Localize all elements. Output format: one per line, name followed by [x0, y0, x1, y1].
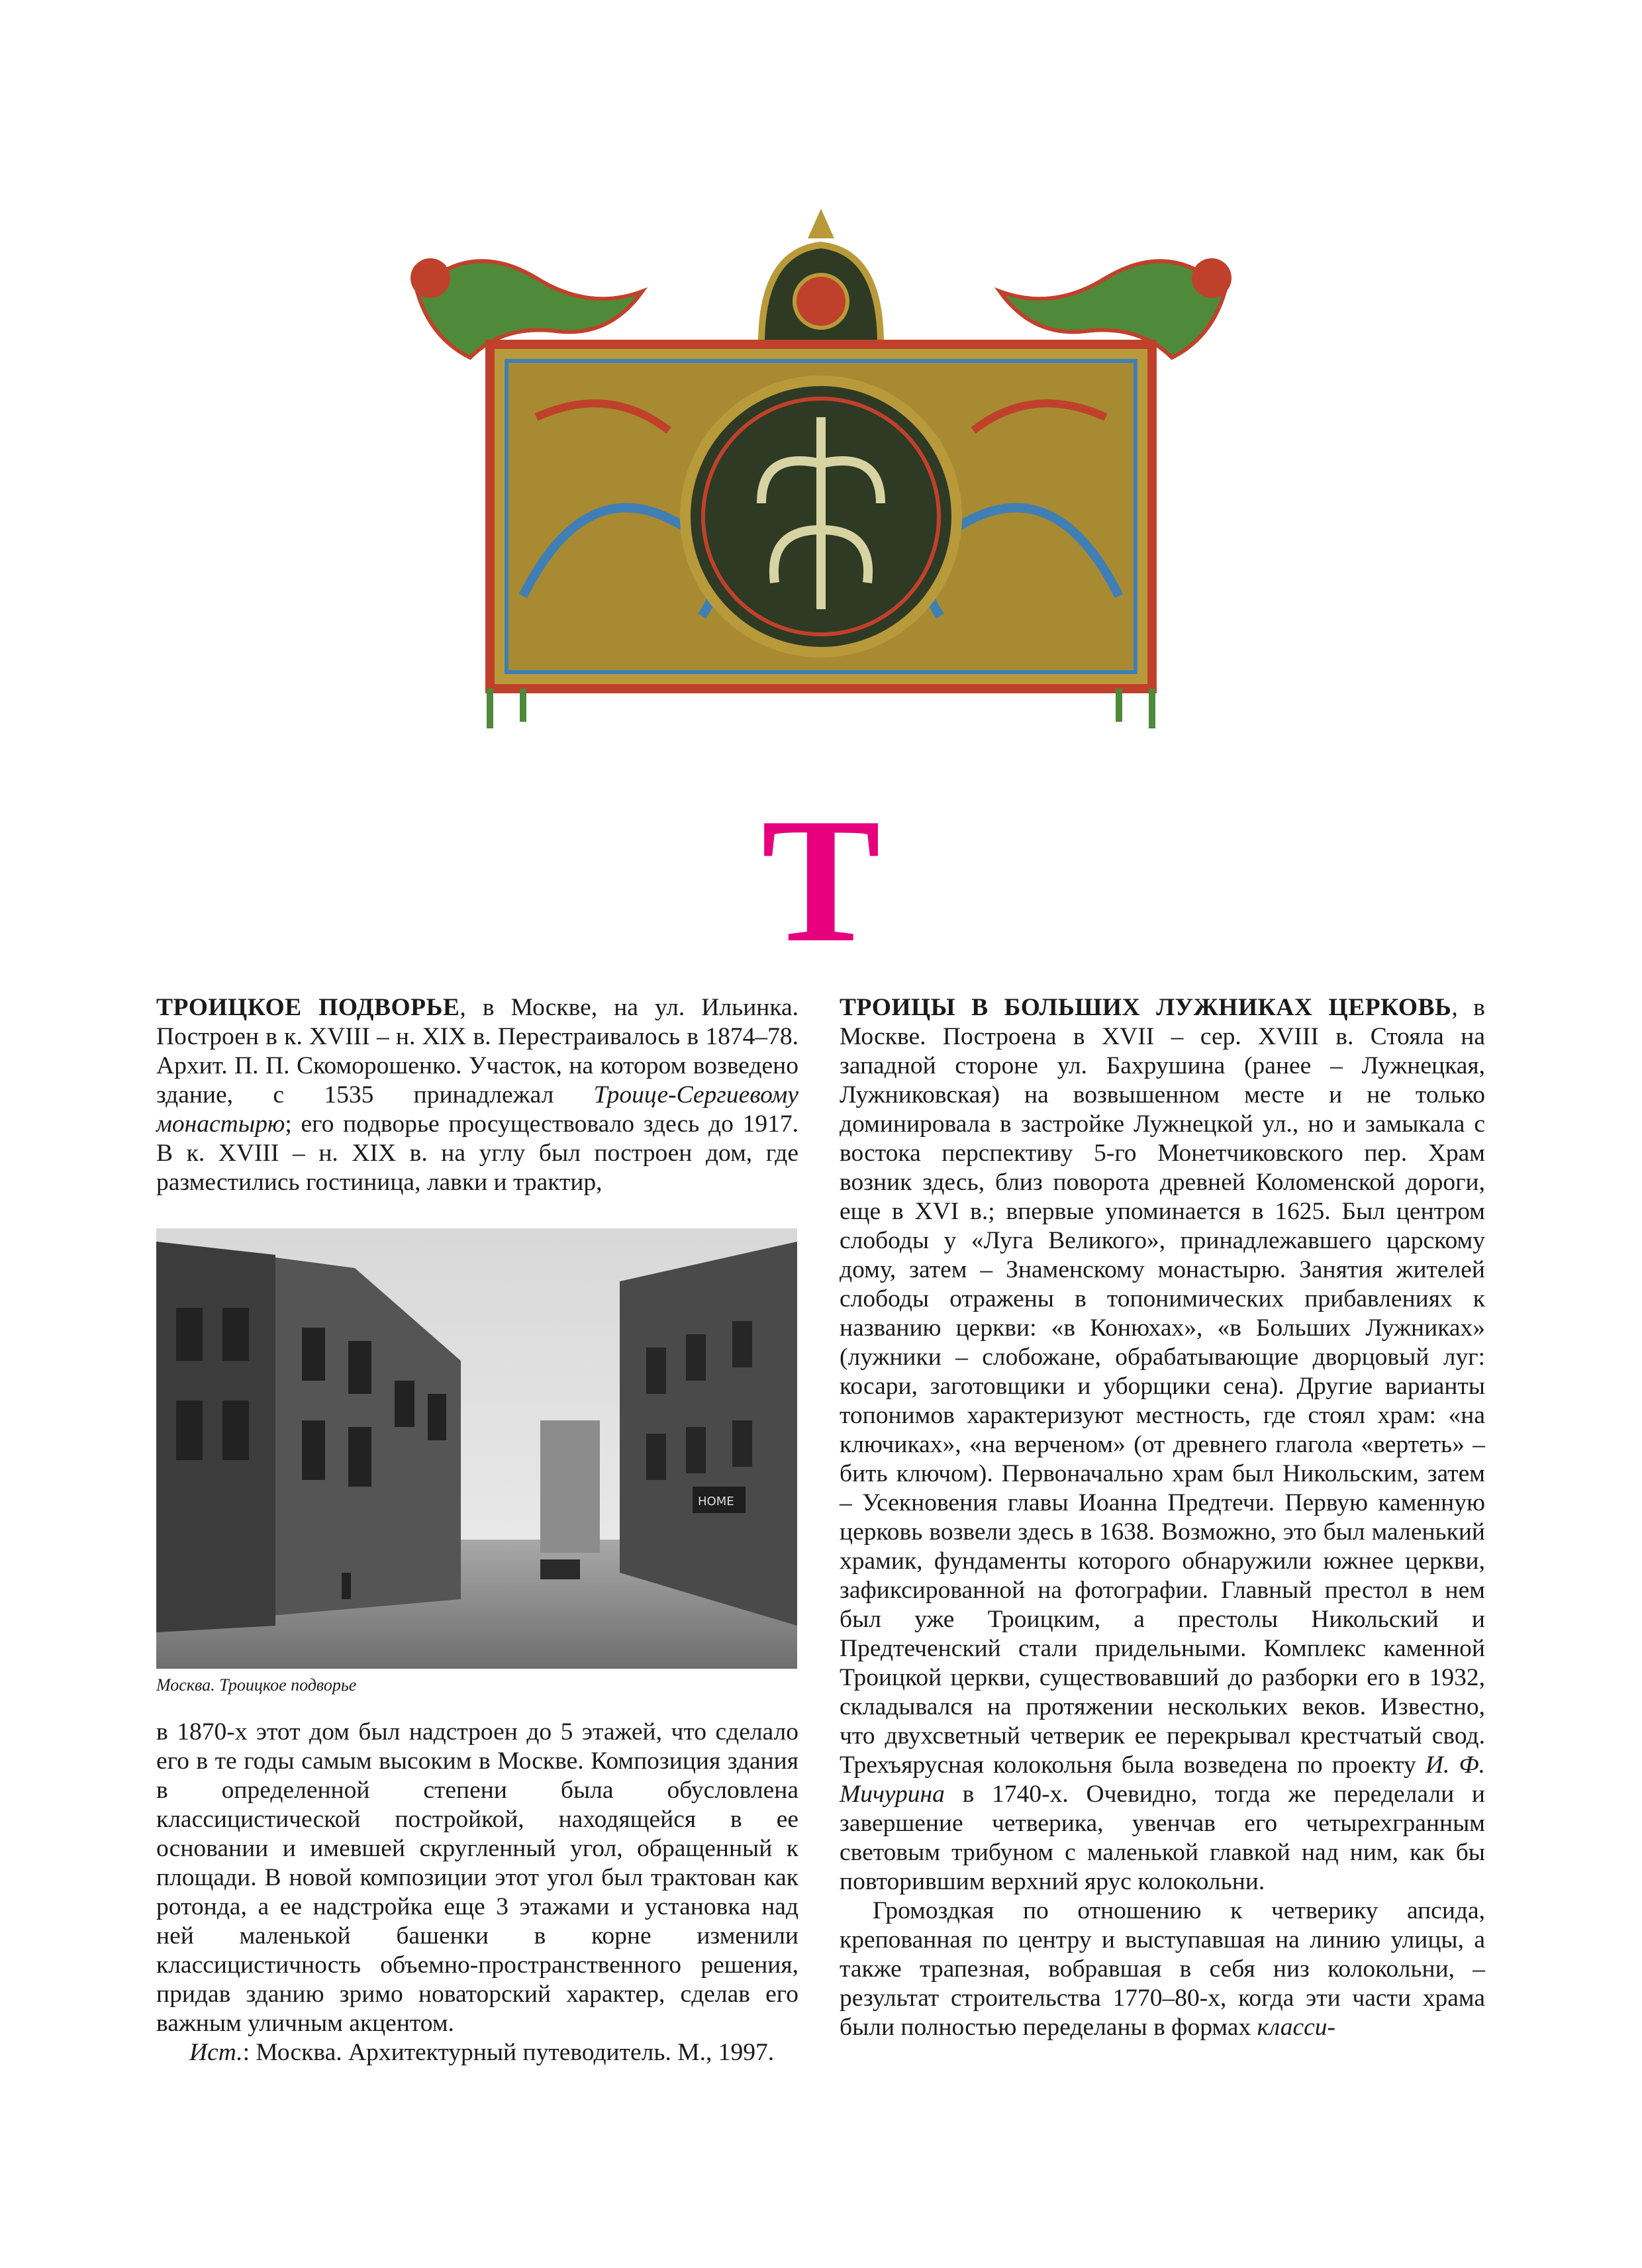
architect-name: И. Ф. Мичурина	[840, 1751, 1485, 1808]
ornament-svg	[391, 199, 1251, 781]
entry-text-right: , в Москве. Построена в XVII – сер. XVIII в. Стояла на западной стороне ул. Бахрушина (ранее – Лужнецкая, Лужниковская) на возвышенном месте и не только доминировала в застройке Лужнецкой ул., но и замыкала с востока перспективу 5-го Монетчиковского пер. Храм возник здесь, близ поворота древней Коломенской дороги, еще в XVI в.; впервые упоминается в 1625. Был центром слободы у «Луга Великого», принадлежавшего царскому дому, затем – Знаменскому монастырю. Занятия жителей слободы отражены в топонимических прибавлениях к названию церкви: «в Конюхах», «в Больших Лужниках» (лужники – слобожане, обрабатывающие дворцовый луг: косари, заготовщики и уборщики сена). Другие варианты топонимов характеризуют местность, где стоял храм: «на ключиках», «на верченом» (от древнего глагола «вертеть» – бить ключом). Первоначально храм был Никольским, затем – Усекновения главы Иоанна Предтечи. Первую каменную церковь возвели здесь в 1638. Возможно, это был маленький храмик, фундаменты которого обнаружили южнее церкви, зафиксированной на фотографии. Главный престол в нем был уже Троицким, а престолы Никольский и Предтеченский стали придельными. Комплекс каменной Троицкой церкви, существовавший до разборки его в 1932, складывался на протяжении нескольких веков. Известно, что двухсветный четверик ее перекрывал крестчатый свод. Трехъярусная колокольня была возведена по проекту	[840, 994, 1485, 1779]
continuation-paragraph: в 1870-х этот дом был надстроен до 5 этажей, что сделало его в те годы самым высоким в Москве. Композиция здания в определенной степени была обусловлена классицистической постройкой, находящейся в ее основании и имевшей скругленный угол, обращенный к площади. В новой композиции этот угол был трактован как ротонда, а ее надстройка еще 3 этажами и установка над ней маленькой башенки в корне изменили классицистичность объемно-пространственного решения, придав зданию зримо новаторский характер, сделав его важным уличным акцентом.	[156, 1718, 798, 2037]
entry-crossref: Троице-Сергиевому монастырю	[156, 1081, 798, 1138]
right-column-entry	[840, 993, 1485, 2042]
photo-distant-tower	[540, 1420, 600, 1553]
entry-text-right-cont: в 1740-х. Очевидно, тогда же переделали и завершение четверика, увенчав его четырехгранным световым трибуном с маленькой главкой над ним, как бы повторившим верхний ярус колокольни.	[840, 1781, 1485, 1895]
section-letter: Т	[761, 781, 881, 979]
entry-text: , в Москве, на ул. Ильинка. Построен в к. XVIII – н. XIX в. Перестраивалось в 1874–78. Архит. П. П. Скоморошенко. Участок, на котором возведено здание, с 1535 принадлежал	[156, 994, 799, 1109]
decorative-headpiece-ornament	[391, 199, 1251, 781]
historic-photo	[156, 1228, 797, 1669]
entry-title-right: ТРОИЦЫ В БОЛЬШИХ ЛУЖНИКАХ ЦЕРКОВЬ	[840, 994, 1452, 1021]
source-text: : Москва. Архитектурный путеводитель. М., 1997.	[242, 2039, 775, 2066]
photo-cart	[540, 1559, 580, 1579]
photo-svg	[156, 1228, 797, 1669]
ornament-top-medallion	[795, 275, 847, 328]
entry-paragraph-right-2	[840, 1897, 1485, 2042]
left-column-entry	[156, 993, 798, 1197]
ornament-finial	[808, 209, 834, 238]
paragraph-2-text: Громоздкая по отношению к четверику апсида, крепованная по центру и выступавшая на линию улицы, а также трапезная, вобравшая в себя низ колокольни, – результат строительства 1770–80-х, когда эти части храма были полностью переделаны в формах	[840, 1897, 1485, 2041]
ornament-right-bud	[1192, 258, 1232, 298]
ornament-left-bud	[410, 258, 450, 298]
photo-pedestrian	[342, 1573, 351, 1599]
ornament-fringe	[490, 689, 1152, 728]
entry-paragraph	[156, 993, 798, 1197]
entry-text-cont: ; его подворье просуществовало здесь до 1917. В к. XVIII – н. XIX в. на углу был построен дом, где разместились гостиница, лавки и трактир,	[156, 1110, 798, 1196]
source-label: Ист.	[189, 2039, 243, 2066]
entry-title: ТРОИЦКОЕ ПОДВОРЬЕ	[156, 994, 460, 1021]
left-column-continuation	[156, 1718, 798, 2067]
entry-paragraph-right	[840, 993, 1485, 1897]
source-line	[156, 2038, 798, 2067]
paragraph-2-italic: класси-	[1257, 2014, 1336, 2041]
photo-rotunda	[156, 1242, 275, 1632]
photo-shop-sign-text: HOME	[698, 1495, 734, 1508]
photo-caption: Москва. Троицкое подворье	[156, 1675, 357, 1695]
